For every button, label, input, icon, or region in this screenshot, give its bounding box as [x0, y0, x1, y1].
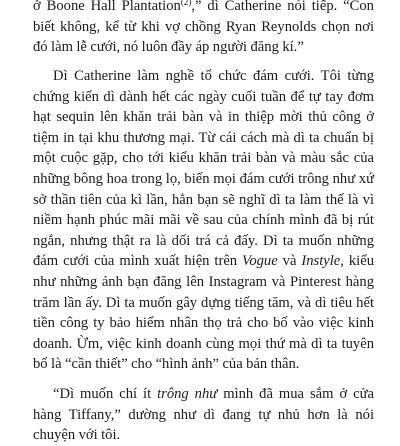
paragraph-2-text-b: và — [277, 253, 302, 270]
paragraph-1-text-b: ,” dì Catherine nói tiếp. “Con biết không, kể từ khi vợ chồng Ryan Reynolds chọn nơi đó làm lễ cưới, nó luôn đầy áp người đăng kí.” — [33, 0, 374, 56]
emphasis-trong-nhu: trông như — [157, 385, 218, 402]
paragraph-3-text-b: mình đã mua sắm ở cửa hàng Tiffany,” dường như dì đang tự nhủ hơn là nói chuyện với tôi. — [33, 385, 374, 444]
footnote-marker: (2) — [180, 0, 192, 8]
paragraph-1-text-a: ở Boone Hall Plantation — [33, 0, 181, 15]
paragraph-3-text-a: “Dì muốn chí ít — [53, 385, 158, 402]
paragraph-1 — [33, 0, 374, 58]
paragraph-2-text-c: , kiểu như những ảnh bạn đăng lên Instagram và Pinterest hàng trăm lần ấy. Dì ta muốn gây dựng tiếng tăm, và dì tiêu hết tiền công ty bảo hiểm nhân thọ trả cho bố vào việc kinh doanh. Ừm, việc kinh doanh cùng mọi thứ mà dì ta tuyên bố là “cần thiết” cho “hình ảnh” của bản thân. — [33, 253, 374, 373]
clipped-top-inner — [33, 0, 374, 58]
paragraph-2-text-a: Dì Catherine làm nghề tổ chức đám cưới. Tôi từng chứng kiến dì dành hết các ngày cuối tuần để tự tay đơm hạt sequin lên khăn trải bàn và in thiệp mời thủ công ở tiệm in tại khu thương mại. Từ cái cách mà dì ta chuẩn bị một cuộc gặp, cho tới kiểu khăn trải bàn và màu sắc của những bông hoa trong lọ, biến mọi đám cưới trông như xứ sở thần tiên của kì lần, hẳn bạn sẽ nghĩ dì ta làm thế là vì niềm hạnh phúc mãi mãi về sau của chính mình đã bị rút ngắn, nhưng thật ra là dối trá cả đấy. Dì ta muốn những đám cưới của mình xuất hiện trên — [33, 68, 374, 270]
magazine-instyle: Instyle — [301, 253, 341, 270]
paragraph-3 — [33, 384, 374, 446]
magazine-vogue: Vogue — [242, 253, 278, 270]
clipped-top-region — [33, 0, 374, 58]
paragraph-2 — [33, 66, 374, 375]
